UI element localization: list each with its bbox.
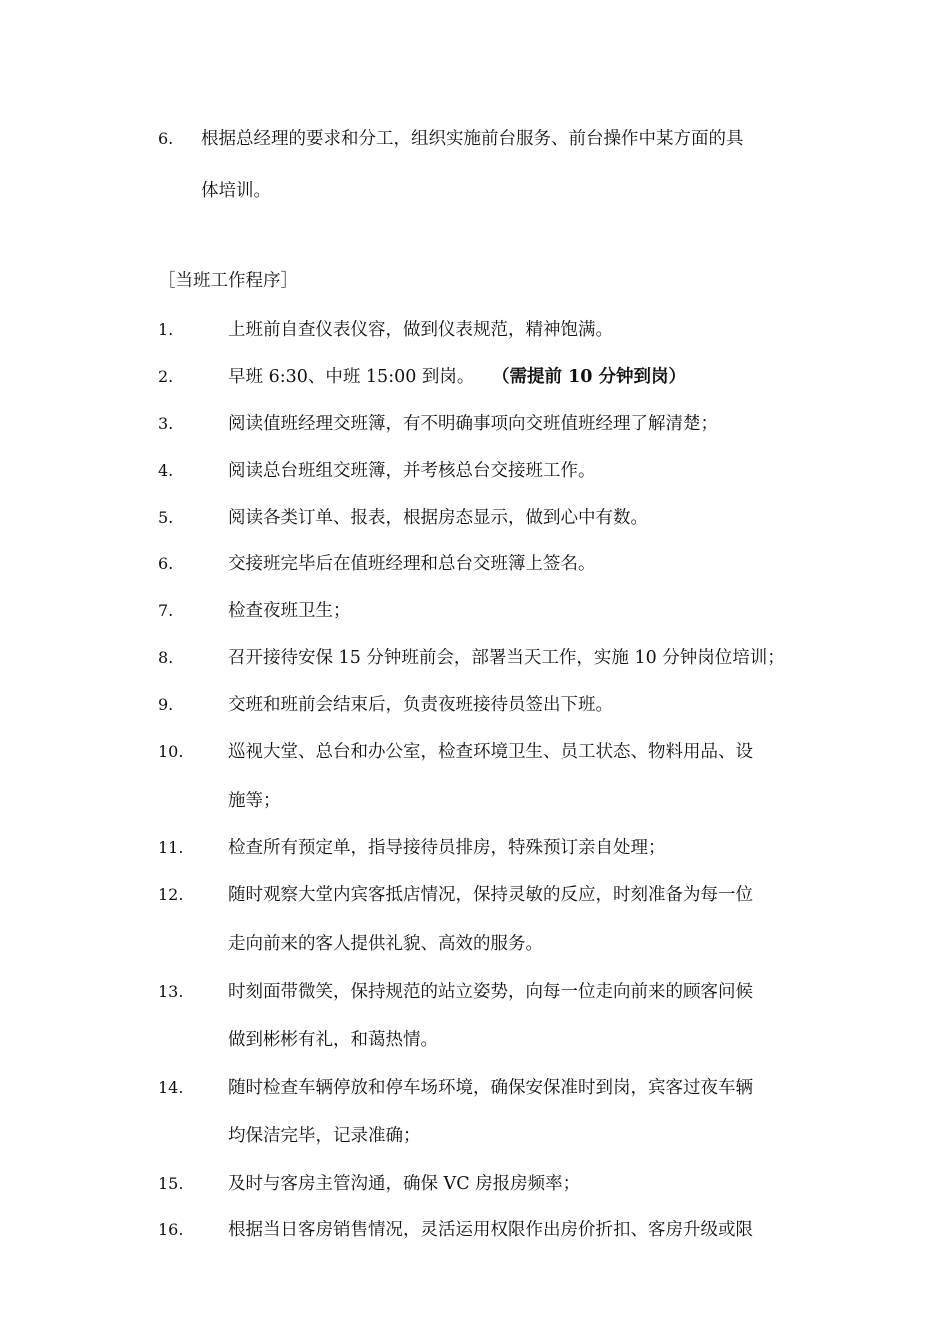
step-number: 10. [158, 742, 184, 761]
step-text: 交班和班前会结束后，负责夜班接待员签出下班。 [228, 695, 613, 715]
step-text: 召开接待安保 15 分钟班前会，部署当天工作，实施 10 分钟岗位培训； [228, 648, 785, 668]
step-number: 8. [158, 648, 174, 667]
step-text: 随时检查车辆停放和停车场环境，确保安保准时到岗，宾客过夜车辆 [228, 1078, 753, 1098]
step-number: 11. [158, 838, 184, 857]
step-number: 12. [158, 885, 184, 904]
step-text: 随时观察大堂内宾客抵店情况，保持灵敏的反应，时刻准备为每一位 [228, 885, 753, 905]
step-number: 3. [158, 414, 174, 433]
step-text-continued: 走向前来的客人提供礼貌、高效的服务。 [228, 934, 543, 954]
step-text-continued: 均保洁完毕，记录准确； [228, 1126, 421, 1146]
step-number: 6. [158, 554, 174, 573]
item-text-line: 体培训。 [201, 181, 271, 201]
step-number: 14. [158, 1078, 184, 1097]
step-text: 时刻面带微笑，保持规范的站立姿势，向每一位走向前来的顾客问候 [228, 982, 753, 1002]
step-text: 根据当日客房销售情况，灵活运用权限作出房价折扣、客房升级或限 [228, 1220, 753, 1240]
step-number: 1. [158, 320, 174, 339]
step-text: 阅读总台班组交班簿，并考核总台交接班工作。 [228, 461, 596, 481]
step-text: 检查夜班卫生； [228, 601, 351, 621]
step-number: 4. [158, 461, 174, 480]
step-text-continued: 做到彬彬有礼，和蔼热情。 [228, 1030, 438, 1050]
step-number: 9. [158, 695, 174, 714]
step-number: 15. [158, 1174, 184, 1193]
step-number: 2. [158, 367, 174, 386]
step-text: 巡视大堂、总台和办公室，检查环境卫生、员工状态、物料用品、设 [228, 742, 753, 762]
section-title: ［当班工作程序］ [158, 271, 298, 291]
step-number: 5. [158, 508, 174, 527]
step-text: 早班 6:30、中班 15:00 到岗。 [228, 367, 475, 387]
step-text: 及时与客房主管沟通，确保 VC 房报房频率； [228, 1174, 581, 1194]
step-number: 16. [158, 1220, 184, 1239]
step-text: 检查所有预定单，指导接待员排房，特殊预订亲自处理； [228, 838, 666, 858]
item-text-line: 根据总经理的要求和分工，组织实施前台服务、前台操作中某方面的具 [201, 129, 744, 149]
step-number: 7. [158, 601, 174, 620]
step-text: 阅读各类订单、报表，根据房态显示，做到心中有数。 [228, 508, 648, 528]
step-text: 上班前自查仪表仪容，做到仪表规范，精神饱满。 [228, 320, 613, 340]
item-number: 6. [158, 129, 174, 148]
step-emphasis: （需提前 10 分钟到岗） [492, 367, 687, 387]
step-text: 交接班完毕后在值班经理和总台交班簿上签名。 [228, 554, 596, 574]
step-number: 13. [158, 982, 184, 1001]
step-text-continued: 施等； [228, 791, 281, 811]
step-text: 阅读值班经理交班簿，有不明确事项向交班值班经理了解清楚； [228, 414, 718, 434]
